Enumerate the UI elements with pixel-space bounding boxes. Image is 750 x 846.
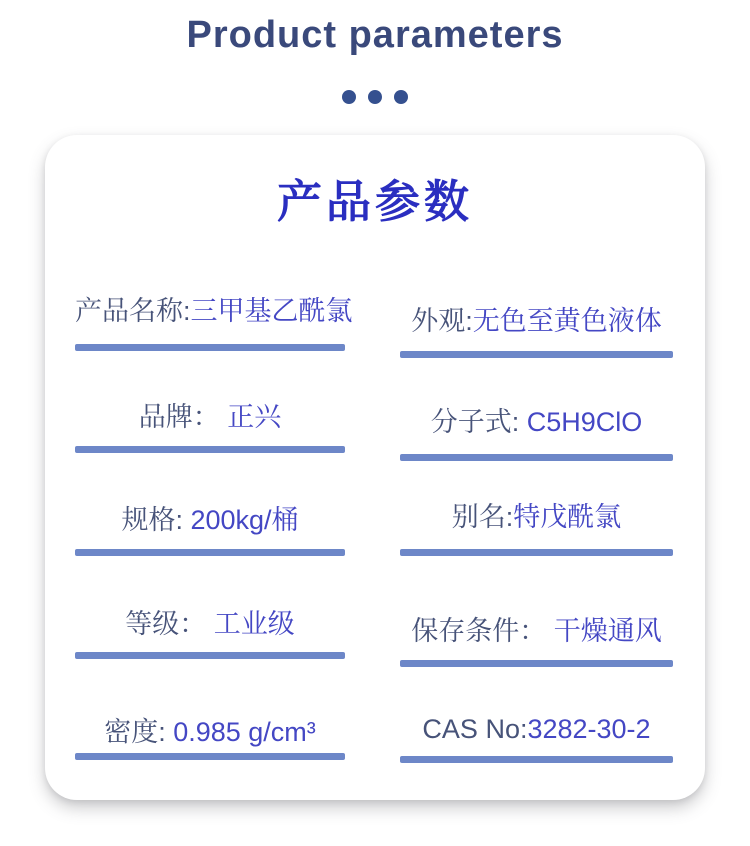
- underline: [400, 660, 673, 667]
- param-text: [75, 502, 345, 538]
- dot-icon: [368, 90, 382, 104]
- underline: [75, 652, 345, 659]
- param-specification: [75, 502, 345, 556]
- param-value: 干燥通风: [553, 616, 662, 646]
- param-value: 200kg/桶: [190, 505, 299, 535]
- param-value: 正兴: [227, 402, 282, 432]
- param-value: 工业级: [213, 609, 295, 639]
- underline: [75, 753, 345, 760]
- param-label: 产品名称:: [75, 296, 191, 326]
- param-value: 三甲基乙酰氯: [190, 296, 353, 326]
- underline: [400, 756, 673, 763]
- underline: [75, 344, 345, 351]
- page-title: Product parameters: [186, 14, 564, 56]
- param-text: [75, 714, 345, 750]
- param-label: 规格:: [121, 505, 191, 535]
- param-text: [400, 404, 673, 440]
- param-grade: [75, 606, 345, 659]
- param-brand: [75, 399, 345, 453]
- param-product-name: [75, 293, 353, 351]
- param-density: [75, 714, 345, 760]
- param-label: 品牌：: [138, 402, 228, 432]
- param-value: 特戊酰氯: [513, 502, 622, 532]
- param-text: [400, 499, 673, 535]
- param-value: 0.985 g/cm³: [173, 717, 316, 747]
- dots-divider: [0, 90, 750, 104]
- param-text: [400, 303, 673, 339]
- param-label: CAS No:: [422, 714, 528, 744]
- param-text: [400, 613, 673, 649]
- dot-icon: [342, 90, 356, 104]
- param-cas-number: [400, 711, 673, 763]
- underline: [400, 549, 673, 556]
- param-label: 密度:: [104, 717, 174, 747]
- param-text: [75, 399, 345, 435]
- param-alias: [400, 499, 673, 556]
- param-value: C5H9ClO: [526, 407, 643, 437]
- param-appearance: [400, 303, 673, 358]
- param-value: 无色至黄色液体: [472, 306, 662, 336]
- underline: [400, 351, 673, 358]
- param-molecular-formula: [400, 404, 673, 461]
- underline: [75, 446, 345, 453]
- underline: [400, 454, 673, 461]
- param-text: [400, 711, 673, 747]
- product-parameters-card: [45, 135, 705, 800]
- param-label: 分子式:: [430, 407, 527, 437]
- param-storage-conditions: [400, 613, 673, 667]
- dot-icon: [394, 90, 408, 104]
- param-label: 等级：: [125, 609, 214, 639]
- param-text: [75, 293, 353, 329]
- param-label: 别名:: [451, 502, 514, 532]
- param-value: 3282-30-2: [527, 714, 651, 744]
- param-text: [75, 606, 345, 642]
- card-title: 产品参数: [276, 176, 473, 227]
- param-label: 保存条件：: [411, 616, 554, 646]
- param-label: 外观:: [411, 306, 473, 336]
- underline: [75, 549, 345, 556]
